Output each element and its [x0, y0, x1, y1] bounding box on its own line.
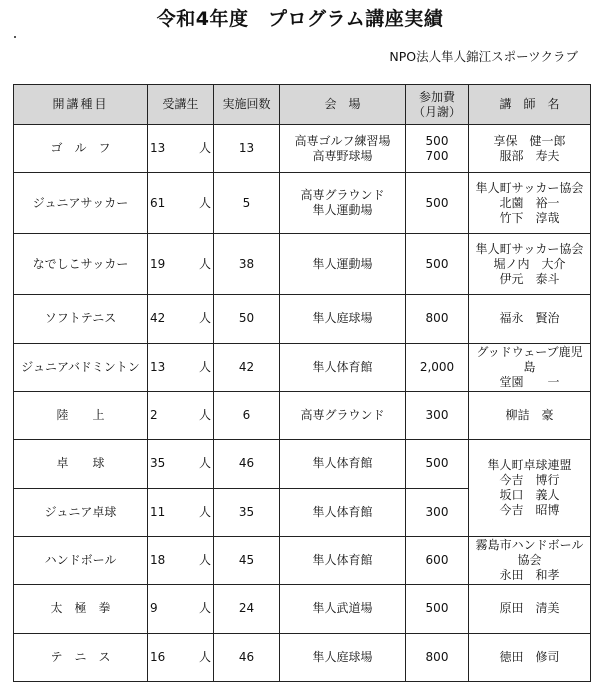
- venue-cell: 隼人庭球場: [280, 295, 406, 343]
- students-unit: 人: [198, 553, 211, 568]
- course-cell: ゴ ル フ: [14, 125, 148, 173]
- students-cell: [148, 536, 214, 584]
- students-count: [150, 257, 211, 272]
- sessions-cell: 38: [214, 234, 280, 295]
- fee-cell: 300: [406, 488, 469, 536]
- table-row: [14, 440, 591, 488]
- students-count: [150, 311, 211, 326]
- fee-cell: 500: [406, 234, 469, 295]
- course-cell: 陸 上: [14, 391, 148, 439]
- students-count: [150, 505, 211, 520]
- students-count: [150, 408, 211, 423]
- instructor-cell: 柳詰 豪: [469, 391, 591, 439]
- table-row: [14, 173, 591, 234]
- students-unit: 人: [198, 256, 211, 271]
- table-body: [14, 125, 591, 682]
- sessions-cell: 50: [214, 295, 280, 343]
- sessions-cell: 42: [214, 343, 280, 391]
- students-number: 13: [150, 359, 166, 374]
- organization-name: NPO法人隼人錦江スポーツクラブ: [389, 49, 578, 64]
- students-cell: [148, 440, 214, 488]
- students-cell: [148, 585, 214, 633]
- instructor-cell: 享保 健一郎 服部 寿夫: [469, 125, 591, 173]
- header-row: [14, 85, 591, 125]
- students-number: 11: [150, 504, 166, 519]
- course-cell: ジュニア卓球: [14, 488, 148, 536]
- students-unit: 人: [198, 649, 211, 664]
- venue-cell: 隼人体育館: [280, 536, 406, 584]
- header-instructor: 講 師 名: [469, 85, 591, 125]
- students-count: [150, 650, 211, 665]
- fee-cell: 600: [406, 536, 469, 584]
- table-row: [14, 585, 591, 633]
- sessions-cell: 46: [214, 440, 280, 488]
- course-cell: ソフトテニス: [14, 295, 148, 343]
- table-row: [14, 343, 591, 391]
- fee-cell: 800: [406, 633, 469, 681]
- stray-dot: [14, 36, 16, 38]
- course-cell: ハンドボール: [14, 536, 148, 584]
- sessions-cell: 45: [214, 536, 280, 584]
- students-cell: [148, 173, 214, 234]
- students-count: [150, 553, 211, 568]
- students-unit: 人: [198, 141, 211, 156]
- fee-cell: 500: [406, 440, 469, 488]
- students-unit: 人: [198, 504, 211, 519]
- venue-cell: 隼人庭球場: [280, 633, 406, 681]
- instructor-cell: 霧島市ハンドボール協会 永田 和孝: [469, 536, 591, 584]
- instructor-cell: 隼人町卓球連盟 今吉 博行 坂口 義人 今吉 昭博: [469, 440, 591, 537]
- course-cell: テ ニ ス: [14, 633, 148, 681]
- table-row: [14, 234, 591, 295]
- fee-cell: 300: [406, 391, 469, 439]
- students-cell: [148, 125, 214, 173]
- header-course: 開講種目: [14, 85, 148, 125]
- venue-cell: 隼人体育館: [280, 440, 406, 488]
- course-cell: ジュニアバドミントン: [14, 343, 148, 391]
- students-number: 61: [150, 195, 166, 210]
- sessions-cell: 35: [214, 488, 280, 536]
- students-count: [150, 360, 211, 375]
- students-number: 19: [150, 256, 166, 271]
- students-number: 13: [150, 141, 166, 156]
- table-row: [14, 125, 591, 173]
- students-unit: 人: [198, 311, 211, 326]
- students-count: [150, 141, 211, 156]
- sessions-cell: 24: [214, 585, 280, 633]
- students-cell: [148, 488, 214, 536]
- students-unit: 人: [198, 359, 211, 374]
- students-number: 2: [150, 408, 158, 423]
- instructor-cell: 福永 賢治: [469, 295, 591, 343]
- instructor-cell: 隼人町サッカー協会 堀ノ内 大介 伊元 泰斗: [469, 234, 591, 295]
- page-title: 令和4年度 プログラム講座実績: [156, 8, 444, 30]
- header-sessions: 実施回数: [214, 85, 280, 125]
- course-cell: ジュニアサッカー: [14, 173, 148, 234]
- venue-cell: 高専ゴルフ練習場 高専野球場: [280, 125, 406, 173]
- fee-cell: 2,000: [406, 343, 469, 391]
- venue-cell: 高専グラウンド 隼人運動場: [280, 173, 406, 234]
- students-number: 16: [150, 649, 166, 664]
- fee-cell: 500 700: [406, 125, 469, 173]
- students-cell: [148, 295, 214, 343]
- fee-cell: 500: [406, 585, 469, 633]
- course-cell: なでしこサッカー: [14, 234, 148, 295]
- students-unit: 人: [198, 456, 211, 471]
- students-number: 9: [150, 601, 158, 616]
- venue-cell: 隼人運動場: [280, 234, 406, 295]
- table-row: [14, 391, 591, 439]
- students-cell: [148, 391, 214, 439]
- venue-cell: 高専グラウンド: [280, 391, 406, 439]
- students-cell: [148, 633, 214, 681]
- students-cell: [148, 343, 214, 391]
- header-fee: 参加費 （月謝）: [406, 85, 469, 125]
- students-unit: 人: [198, 601, 211, 616]
- sessions-cell: 46: [214, 633, 280, 681]
- fee-cell: 800: [406, 295, 469, 343]
- header-students: 受講生: [148, 85, 214, 125]
- sessions-cell: 13: [214, 125, 280, 173]
- program-table: [13, 84, 591, 682]
- course-cell: 卓 球: [14, 440, 148, 488]
- students-count: [150, 601, 211, 616]
- table-row: [14, 536, 591, 584]
- fee-cell: 500: [406, 173, 469, 234]
- venue-cell: 隼人武道場: [280, 585, 406, 633]
- students-number: 42: [150, 311, 166, 326]
- instructor-cell: 隼人町サッカー協会 北薗 裕一 竹下 淳哉: [469, 173, 591, 234]
- venue-cell: 隼人体育館: [280, 343, 406, 391]
- course-cell: 太 極 拳: [14, 585, 148, 633]
- students-number: 18: [150, 553, 166, 568]
- table-row: [14, 633, 591, 681]
- students-unit: 人: [198, 195, 211, 210]
- sessions-cell: 6: [214, 391, 280, 439]
- students-number: 35: [150, 456, 166, 471]
- students-cell: [148, 234, 214, 295]
- instructor-cell: 徳田 修司: [469, 633, 591, 681]
- students-unit: 人: [198, 408, 211, 423]
- table-row: [14, 295, 591, 343]
- students-count: [150, 196, 211, 211]
- sessions-cell: 5: [214, 173, 280, 234]
- header-venue: 会 場: [280, 85, 406, 125]
- instructor-cell: 原田 清美: [469, 585, 591, 633]
- students-count: [150, 456, 211, 471]
- venue-cell: 隼人体育館: [280, 488, 406, 536]
- instructor-cell: グッドウェーブ鹿児島 堂園 一: [469, 343, 591, 391]
